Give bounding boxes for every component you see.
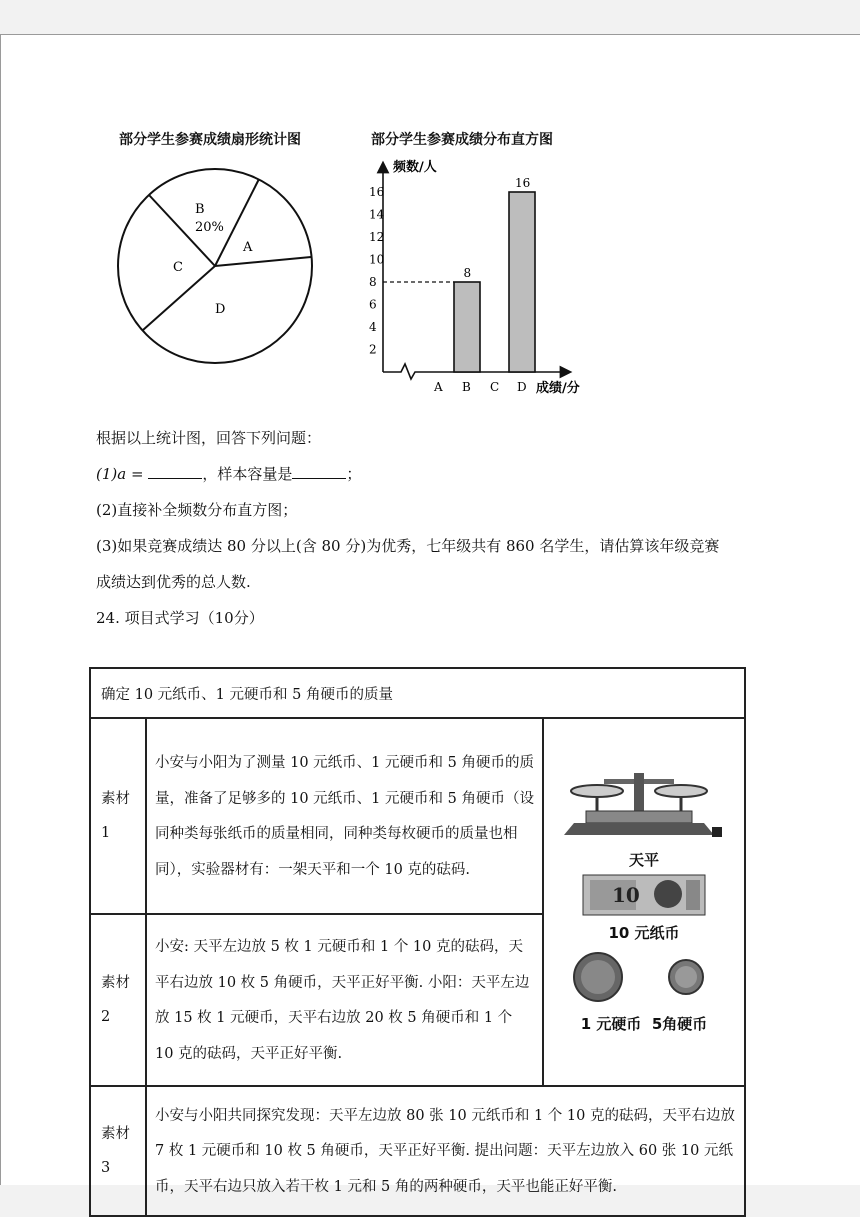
material-3-text: 小安与小阳共同探究发现：天平左边放 80 张 10 元纸币和 1 个 10 克的砝码，天平右边放 7 枚 1 元硬币和 10 枚 5 角硬币，天平正好平衡. 提出问题：天平左边放入 60 张 10 元纸币，天平右边只放入若干枚 1 元和 5 角的两种硬币，天平也能正好平衡. (146, 1086, 745, 1216)
q1-equals: = (126, 465, 149, 483)
pie-label-b: B (195, 202, 205, 217)
banknote-image (582, 874, 706, 916)
question-1 (96, 463, 361, 484)
material-2-label: 素材 2 (90, 914, 146, 1086)
coins-image (564, 951, 724, 1003)
q1-prefix: (1) (96, 465, 118, 483)
y-tick-label: 2 (369, 342, 377, 357)
bar-chart (361, 159, 611, 399)
question-intro: 根据以上统计图，回答下列问题： (96, 429, 322, 447)
y-tick-label: 10 (369, 252, 385, 267)
y-tick-label: 14 (369, 207, 385, 222)
bar-marks (369, 176, 535, 394)
coins-caption: 1 元硬币 5角硬币 (580, 1014, 708, 1033)
material-1-text: 小安与小阳为了测量 10 元纸币、1 元硬币和 5 角硬币的质量，准备了足够多的 10 元纸币、1 元硬币和 5 角硬币（设同种类每张纸币的质量相同，同种类每枚硬币的质量也相同），实验器材有：一架天平和一个 10 克的砝码. (146, 718, 543, 914)
material-3-label: 素材 3 (90, 1086, 146, 1216)
bar-chart-title: 部分学生参赛成绩分布直方图 (371, 132, 553, 148)
bar-data-label: 8 (463, 266, 472, 280)
material-1-label: 素材 1 (90, 718, 146, 914)
y-tick-label: 4 (369, 320, 377, 334)
x-tick-label: A (434, 380, 443, 394)
y-axis-label: 频数/人 (393, 160, 437, 175)
pie-label-c: C (173, 260, 183, 275)
x-tick-label: C (490, 380, 500, 394)
balance-caption: 天平 (628, 850, 659, 869)
y-tick-label: 12 (369, 230, 385, 244)
project-table (89, 667, 746, 1217)
table-title: 确定 10 元纸币、1 元硬币和 5 角硬币的质量 (90, 668, 745, 718)
pie-percent-b: 20% (195, 220, 224, 235)
y-tick-label: 16 (369, 185, 385, 199)
x-axis-label: 成绩/分 (536, 381, 580, 396)
question-3-line1: (3)如果竞赛成绩达 80 分以上(含 80 分)为优秀，七年级共有 860 名学生，请估算该年级竞赛 (96, 537, 720, 555)
y-tick-label: 6 (369, 297, 377, 312)
illustration-cell (543, 718, 745, 1086)
banknote-caption: 10 元纸币 (608, 923, 680, 942)
pie-chart (111, 165, 331, 365)
section-heading: 24. 项目式学习（10分） (96, 609, 264, 627)
x-tick-label: B (462, 380, 471, 394)
q1-end: ； (346, 465, 362, 483)
question-2: (2)直接补全频数分布直方图； (96, 501, 298, 519)
q1-blank-a[interactable] (148, 464, 202, 479)
pie-label-a: A (243, 240, 253, 255)
balance-scale-icon (564, 771, 724, 849)
bar-b (454, 282, 480, 372)
bar-d (509, 192, 535, 372)
bar-data-label: 16 (515, 176, 531, 190)
y-tick-label: 8 (369, 275, 377, 289)
banknote-value: 10 (612, 882, 640, 907)
question-3-line2: 成绩达到优秀的总人数. (96, 573, 251, 591)
x-tick-label: D (517, 380, 527, 394)
pie-chart-title: 部分学生参赛成绩扇形统计图 (119, 132, 301, 148)
pie-label-d: D (215, 302, 226, 317)
q1-variable: a (117, 465, 127, 483)
q1-blank-sample[interactable] (292, 464, 346, 479)
material-2-text: 小安: 天平左边放 5 枚 1 元硬币和 1 个 10 克的砝码，天平右边放 10 枚 5 角硬币，天平正好平衡. 小阳：天平左边放 15 枚 1 元硬币，天平右边放 20 枚 5 角硬币和 1 个 10 克的砝码，天平正好平衡. (146, 914, 543, 1086)
document-page (0, 34, 860, 1195)
q1-middle: ，样本容量是 (202, 465, 293, 483)
